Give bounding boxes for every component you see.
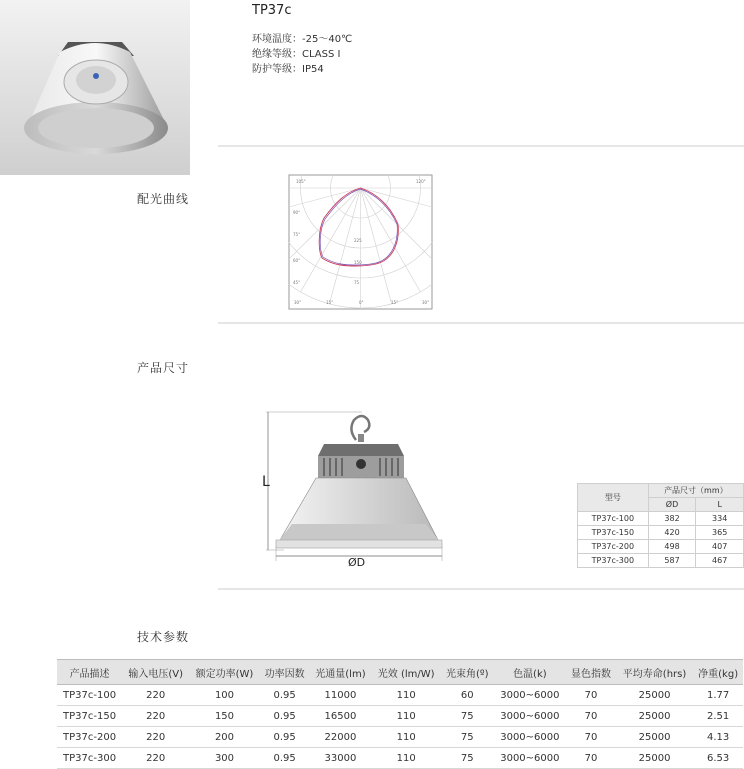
polar-angle-label: 105° [296,179,306,184]
polar-angle-label: 30° [294,300,302,305]
table-cell: 110 [371,748,441,769]
tech-header-model: 产品描述 [57,660,122,685]
table-row [57,706,743,727]
table-row [57,685,743,706]
table-cell: 3000~6000 [494,706,567,727]
table-cell: 25000 [616,748,693,769]
tech-header-power: 额定功率(W) [189,660,260,685]
table-cell: 70 [566,685,616,706]
section-title-light-curve: 配光曲线 [137,192,190,206]
size-table [577,483,744,568]
table-cell: 100 [189,685,260,706]
tech-header-flux: 光通量(lm) [310,660,372,685]
spec-label: 防护等级： [252,64,302,75]
table-cell: TP37c-100 [57,685,122,706]
table-cell: 4.13 [693,727,743,748]
table-cell: 3000~6000 [494,748,567,769]
tech-header-weight: 净重(kg) [693,660,743,685]
spec-temperature [252,30,352,45]
divider [218,588,744,590]
table-cell: 0.95 [260,706,310,727]
table-cell: 420 [648,526,696,540]
height-label: L [262,474,270,490]
brand-logo-icon [356,459,366,469]
table-cell: 70 [566,748,616,769]
tech-header-beam-angle: 光束角(º) [441,660,494,685]
spec-value: IP54 [302,64,324,75]
spec-value: CLASS I [302,49,341,60]
table-cell: TP37c-150 [57,706,122,727]
table-cell: 407 [696,540,744,554]
table-cell: 25000 [616,685,693,706]
section-title-dimensions: 产品尺寸 [137,361,190,375]
table-cell: 382 [648,512,696,526]
table-cell: 6.53 [693,748,743,769]
size-table-header-d: ØD [648,498,696,512]
table-cell: 220 [122,706,189,727]
table-cell: 300 [189,748,260,769]
table-cell: 498 [648,540,696,554]
table-cell: 70 [566,727,616,748]
polar-radial-label: 225 [354,238,362,243]
table-row [578,512,744,526]
table-cell: 220 [122,748,189,769]
table-row [578,526,744,540]
size-table-header-group: 产品尺寸（mm） [648,484,743,498]
polar-angle-label: 45° [293,280,301,285]
table-cell: 75 [441,748,494,769]
table-cell: TP37c-300 [578,554,649,568]
table-row [57,727,743,748]
table-cell: 0.95 [260,748,310,769]
table-cell: 200 [189,727,260,748]
table-cell: 110 [371,727,441,748]
table-cell: 33000 [310,748,372,769]
tech-header-efficacy: 光效 (lm/W) [371,660,441,685]
tech-header-lifetime: 平均寿命(hrs) [616,660,693,685]
tech-header-power-factor: 功率因数 [260,660,310,685]
table-cell: 75 [441,706,494,727]
polar-radial-label: 75 [354,280,360,285]
table-cell: 22000 [310,727,372,748]
table-cell: TP37c-150 [578,526,649,540]
table-cell: TP37c-300 [57,748,122,769]
table-row [578,540,744,554]
tech-header-cct: 色温(k) [494,660,567,685]
table-cell: 587 [648,554,696,568]
spec-label: 环境温度： [252,34,302,45]
table-cell: 0.95 [260,685,310,706]
polar-angle-label: 0° [359,300,364,305]
polar-angle-label: 15° [391,300,399,305]
light-distribution-diagram [288,174,433,310]
dimension-drawing [262,406,452,570]
model-title: TP37c [252,3,292,18]
section-title-tech-params: 技术参数 [137,630,190,644]
polar-angle-label: 60° [293,258,301,263]
table-row [578,554,744,568]
table-cell: 3000~6000 [494,685,567,706]
tech-header-voltage: 输入电压(V) [122,660,189,685]
table-cell: 110 [371,685,441,706]
table-cell: 365 [696,526,744,540]
tech-header-cri: 显色指数 [566,660,616,685]
spec-label: 绝缘等级： [252,49,302,60]
table-cell: 25000 [616,727,693,748]
table-cell: TP37c-200 [578,540,649,554]
spec-insulation [252,45,340,60]
size-table-header-l: L [696,498,744,512]
size-table-header-row [578,484,744,498]
table-cell: 334 [696,512,744,526]
table-cell: TP37c-100 [578,512,649,526]
polar-radial-label: 150 [354,260,362,265]
table-cell: 3000~6000 [494,727,567,748]
table-cell: 60 [441,685,494,706]
diameter-label: ØD [348,556,366,569]
size-table-header-model: 型号 [578,484,649,512]
spec-value: -25～40℃ [302,34,353,45]
polar-angle-label: 15° [326,300,334,305]
table-cell: 11000 [310,685,372,706]
table-cell: 25000 [616,706,693,727]
tech-params-table [57,659,743,769]
polar-angle-label: 75° [293,232,301,237]
divider [218,145,744,147]
polar-angle-label: 30° [422,300,430,305]
table-cell: 110 [371,706,441,727]
tech-table-header-row [57,660,743,685]
polar-angle-label: 90° [293,210,301,215]
table-cell: TP37c-200 [57,727,122,748]
table-cell: 467 [696,554,744,568]
high-bay-lamp-icon [0,0,190,175]
table-cell: 16500 [310,706,372,727]
table-cell: 2.51 [693,706,743,727]
spec-protection [252,60,324,75]
divider [218,322,744,324]
product-photo [0,0,190,175]
table-cell: 1.77 [693,685,743,706]
table-cell: 0.95 [260,727,310,748]
polar-angle-label: 120° [416,179,426,184]
table-cell: 70 [566,706,616,727]
table-cell: 150 [189,706,260,727]
table-cell: 75 [441,727,494,748]
table-cell: 220 [122,727,189,748]
table-cell: 220 [122,685,189,706]
